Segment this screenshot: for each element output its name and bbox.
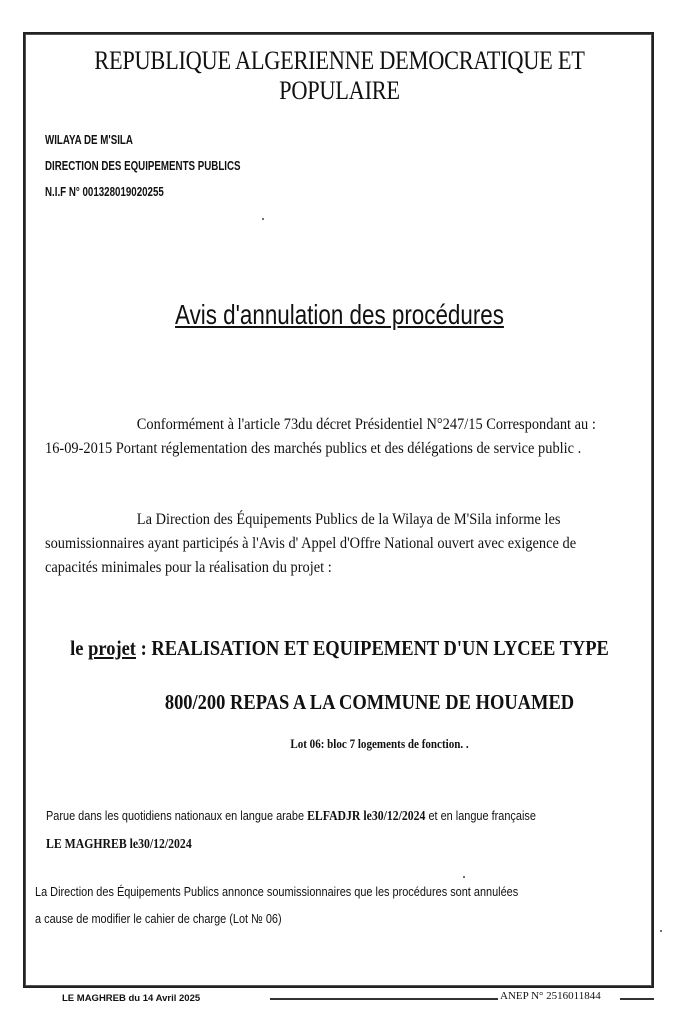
publication-paragraph [46,802,659,858]
scan-speck [262,218,264,220]
project-prefix: le [70,636,89,660]
cancellation-line-1: La Direction des Équipements Publics annonce soumissionnaires que les procédures sont annulées [35,884,519,899]
publication-text: Parue dans les quotidiens nationaux en langue arabe [46,808,308,823]
legal-reference-paragraph [45,413,657,461]
project-name-part-1: : REALISATION ET EQUIPEMENT D'UN LYCEE TYPE [135,636,609,660]
republic-title: REPUBLIQUE ALGERIENNE DEMOCRATIQUE ET POPULAIRE [94,46,585,105]
information-line-1: La Direction des Équipements Publics de la Wilaya de M'Sila informe les [136,511,561,528]
legal-reference-line-2: 16-09-2015 Portant réglementation des marchés publics et des délégations de service public . [45,440,582,457]
direction-line: DIRECTION DES EQUIPEMENTS PUBLICS [45,159,241,173]
nif-line: N.I.F N° 001328019020255 [45,185,164,199]
project-line-1 [41,636,639,661]
publication-arabic-paper: ELFADJR le30/12/2024 [307,809,426,824]
project-line-2: 800/200 REPAS A LA COMMUNE DE HOUAMED [164,690,575,714]
publication-line-1 [46,802,659,830]
footer-rule-right [620,998,654,1000]
lot-line: Lot 06: bloc 7 logements de fonction. . [290,736,469,751]
footer-anep-number: ANEP N° 2516011844 [500,990,601,1002]
publication-french-paper: LE MAGHREB le30/12/2024 [46,837,192,852]
scan-speck [660,930,662,932]
cancellation-paragraph [35,878,652,932]
publication-mid-text: et en langue française [425,808,536,823]
footer-publication: LE MAGHREB du 14 Avril 2025 [62,993,201,1004]
wilaya-line: WILAYA DE M'SILA [45,133,133,147]
publication-line-2 [46,830,659,858]
project-label: projet [88,636,136,660]
scan-speck [463,876,465,878]
legal-reference-line-1: Conformément à l'article 73du décret Présidentiel N°247/15 Correspondant au : [136,416,596,433]
information-paragraph [45,508,657,580]
cancellation-line-2: a cause de modifier le cahier de charge (Lot № 06) [35,911,282,926]
footer-rule-left [270,998,498,1000]
notice-title: Avis d'annulation des procédures [175,299,504,330]
issuer-block [45,127,241,205]
information-line-3: capacités minimales pour la réalisation du projet : [45,559,332,576]
information-line-2: soumissionnaires ayant participés à l'Avis d' Appel d'Offre National ouvert avec exigence de [45,535,577,552]
